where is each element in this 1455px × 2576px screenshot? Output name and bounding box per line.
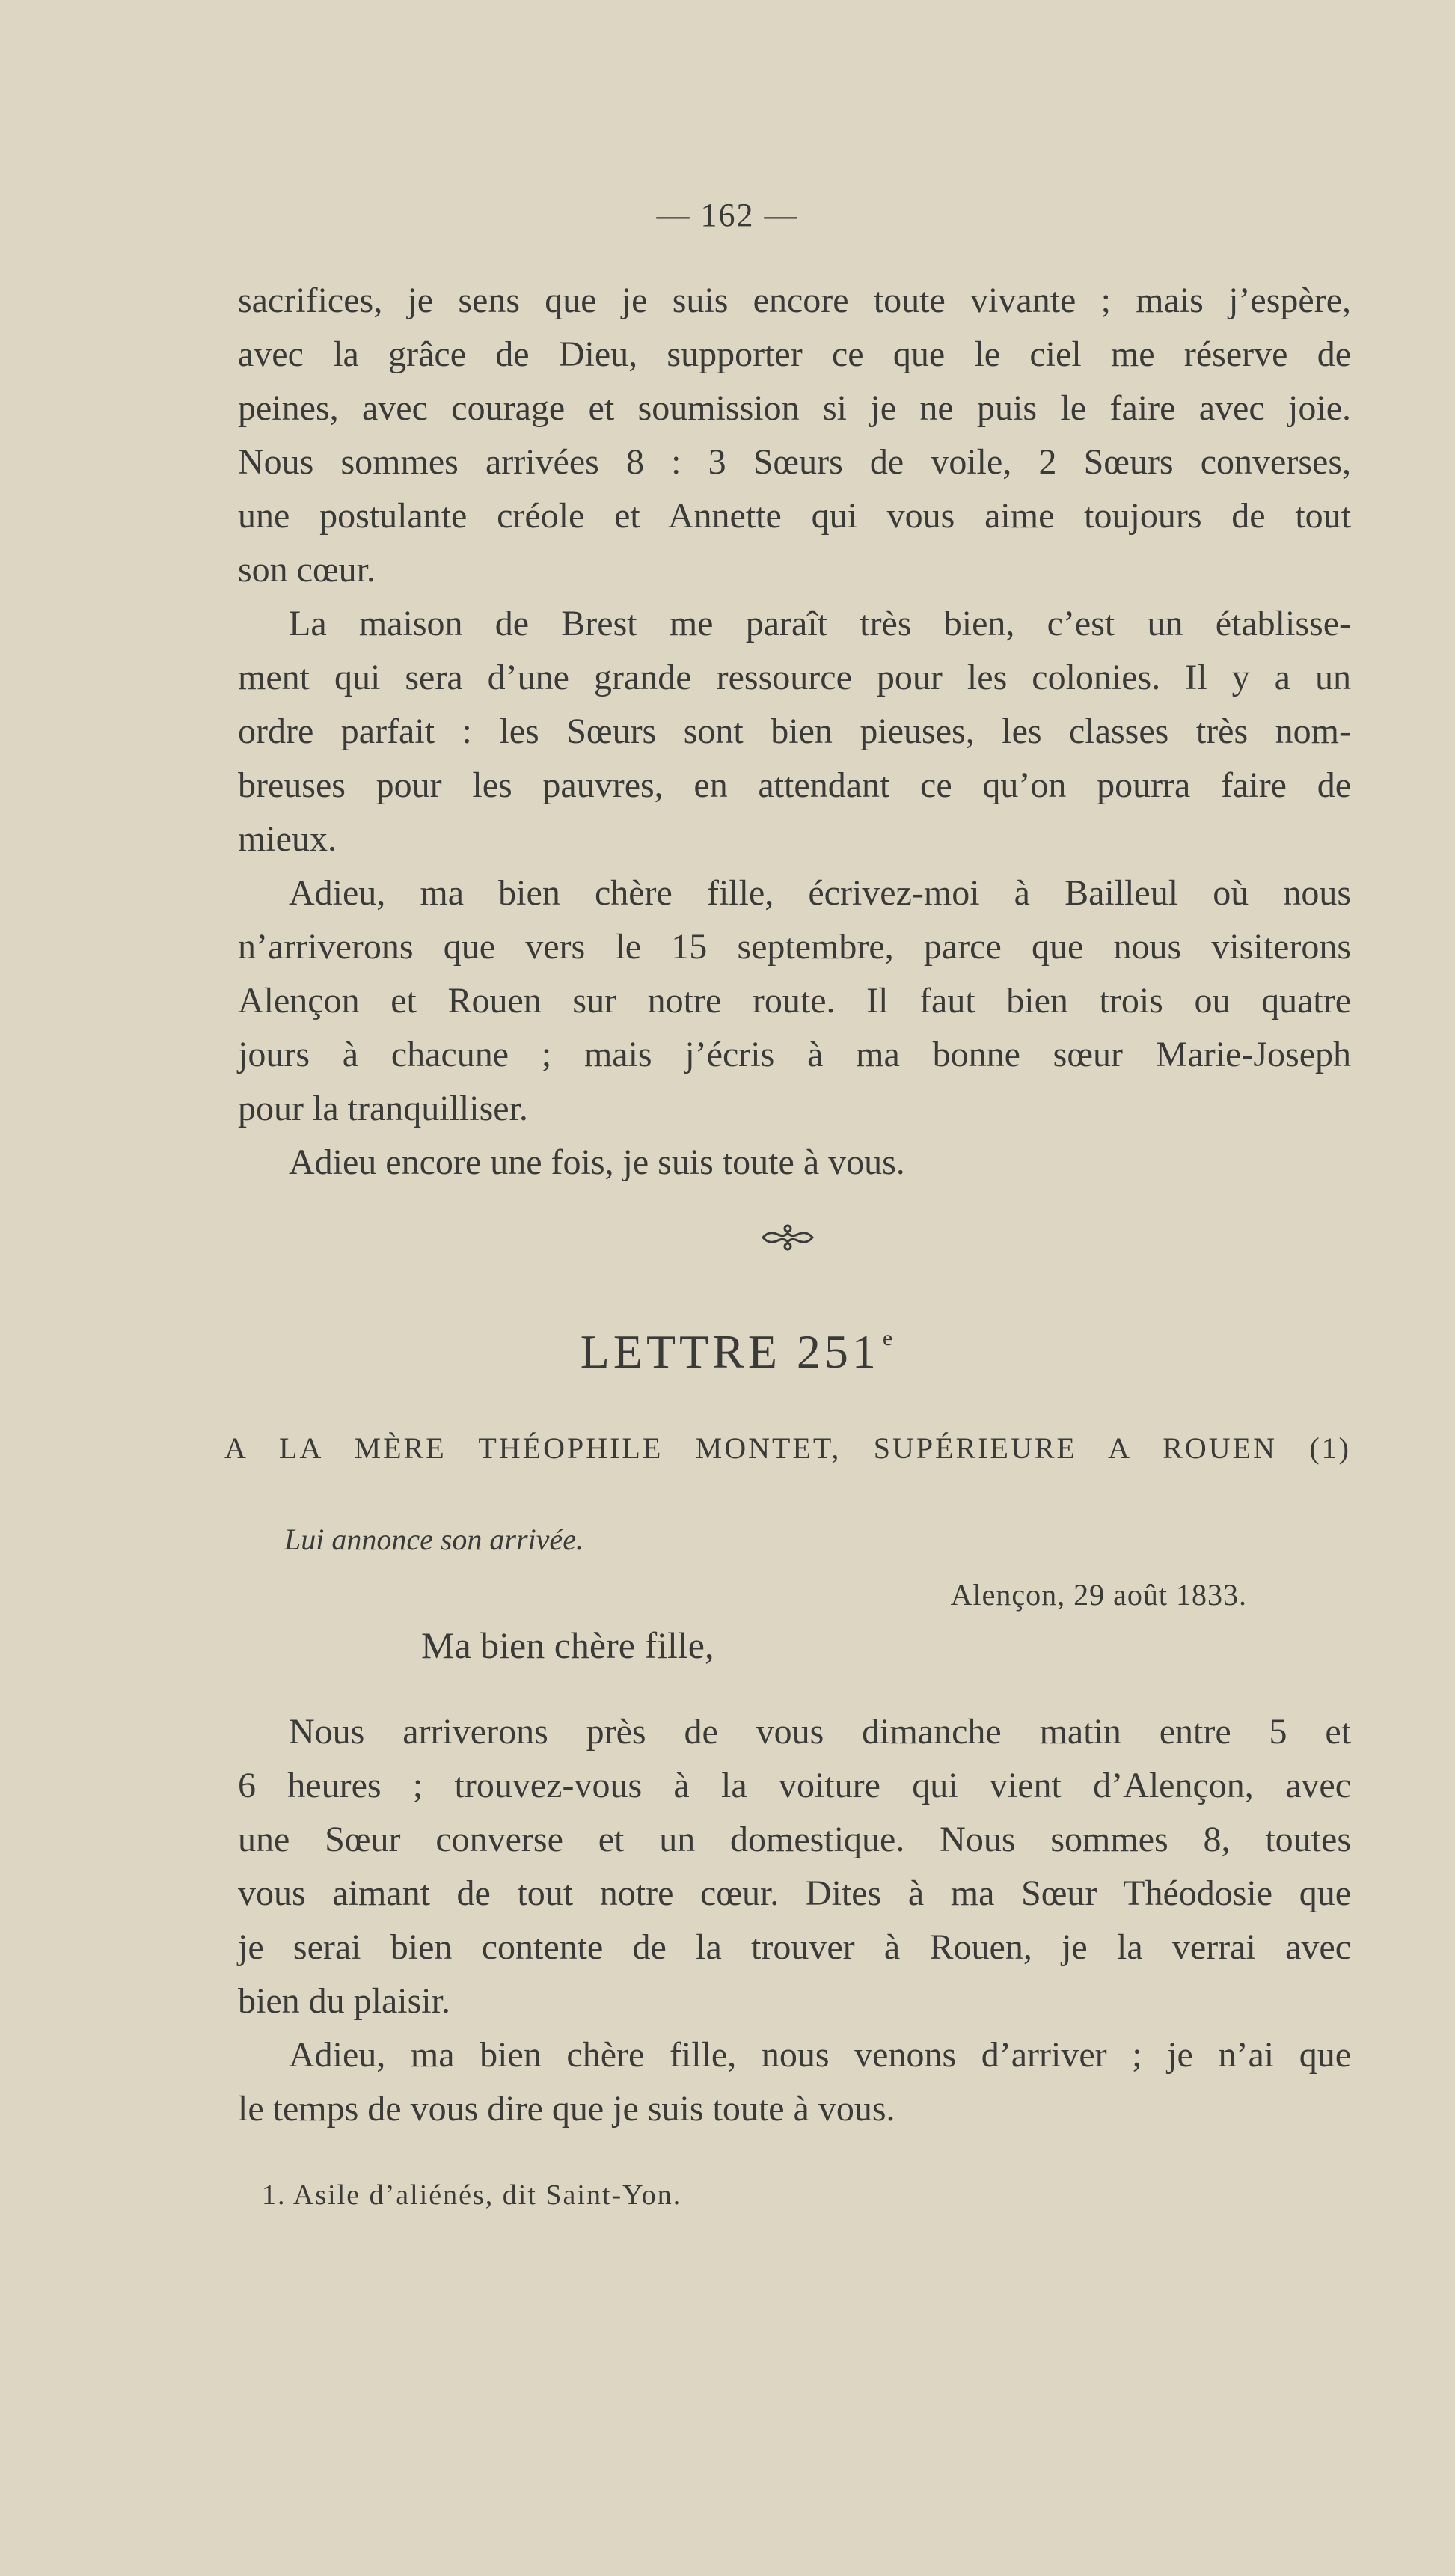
- letter-recipient: A LA MÈRE THÉOPHILE MONTET, SUPÉRIEURE A ROUEN (1): [224, 1431, 1351, 1465]
- footnote: 1. Asile d’aliénés, dit Saint-Yon.: [262, 2179, 682, 2211]
- ornament-divider-icon: [762, 1223, 814, 1252]
- letter-title: [0, 1324, 1455, 1380]
- text-line: sacrifices, je sens que je suis encore toute vivante ; mais j’espère,: [238, 281, 1351, 320]
- letter-summary: Lui annonce son arrivée.: [284, 1523, 583, 1556]
- text-line: Adieu encore une fois, je suis toute à vous.: [289, 1142, 905, 1182]
- letter-body-line: 6 heures ; trouvez-vous à la voiture qui vient d’Alençon, avec: [238, 1766, 1351, 1805]
- letter-title-text: LETTRE 251: [580, 1325, 880, 1378]
- text-line: une postulante créole et Annette qui vous aime toujours de tout: [238, 496, 1351, 536]
- text-line: pour la tranquilliser.: [238, 1089, 528, 1128]
- text-line: breuses pour les pauvres, en attendant ce qu’on pourra faire de: [238, 765, 1351, 805]
- letter-title-suffix: e: [882, 1326, 893, 1350]
- text-line: son cœur.: [238, 550, 376, 590]
- text-line: jours à chacune ; mais j’écris à ma bonne sœur Marie-Joseph: [238, 1035, 1351, 1074]
- letter-salutation: Ma bien chère fille,: [421, 1624, 714, 1666]
- text-line: Nous sommes arrivées 8 : 3 Sœurs de voile, 2 Sœurs converses,: [238, 442, 1351, 482]
- letter-body-line: Nous arriverons près de vous dimanche matin entre 5 et: [289, 1712, 1351, 1752]
- letter-body-line: le temps de vous dire que je suis toute à vous.: [238, 2089, 895, 2129]
- text-line: peines, avec courage et soumission si je ne puis le faire avec joie.: [238, 388, 1351, 428]
- text-line: n’arriverons que vers le 15 septembre, parce que nous visiterons: [238, 927, 1351, 967]
- letter-body-line: Adieu, ma bien chère fille, nous venons d’arriver ; je n’ai que: [289, 2035, 1351, 2075]
- text-line: mieux.: [238, 819, 337, 859]
- letter-body-line: vous aimant de tout notre cœur. Dites à ma Sœur Théodosie que: [238, 1873, 1351, 1913]
- letter-body-line: une Sœur converse et un domestique. Nous sommes 8, toutes: [238, 1820, 1351, 1859]
- text-line: Alençon et Rouen sur notre route. Il faut bien trois ou quatre: [238, 981, 1351, 1021]
- text-line: Adieu, ma bien chère fille, écrivez-moi à Bailleul où nous: [289, 873, 1351, 913]
- letter-dateline: Alençon, 29 août 1833.: [950, 1578, 1247, 1612]
- text-line: ordre parfait : les Sœurs sont bien pieuses, les classes très nom-: [238, 712, 1351, 751]
- letter-body-line: bien du plaisir.: [238, 1981, 450, 2021]
- text-line: ment qui sera d’une grande ressource pour les colonies. Il y a un: [238, 658, 1351, 697]
- text-line: avec la grâce de Dieu, supporter ce que le ciel me réserve de: [238, 334, 1351, 374]
- letter-body-line: je serai bien contente de la trouver à Rouen, je la verrai avec: [238, 1927, 1351, 1967]
- text-line: La maison de Brest me paraît très bien, c’est un établisse-: [289, 604, 1351, 643]
- page-number: — 162 —: [656, 197, 799, 233]
